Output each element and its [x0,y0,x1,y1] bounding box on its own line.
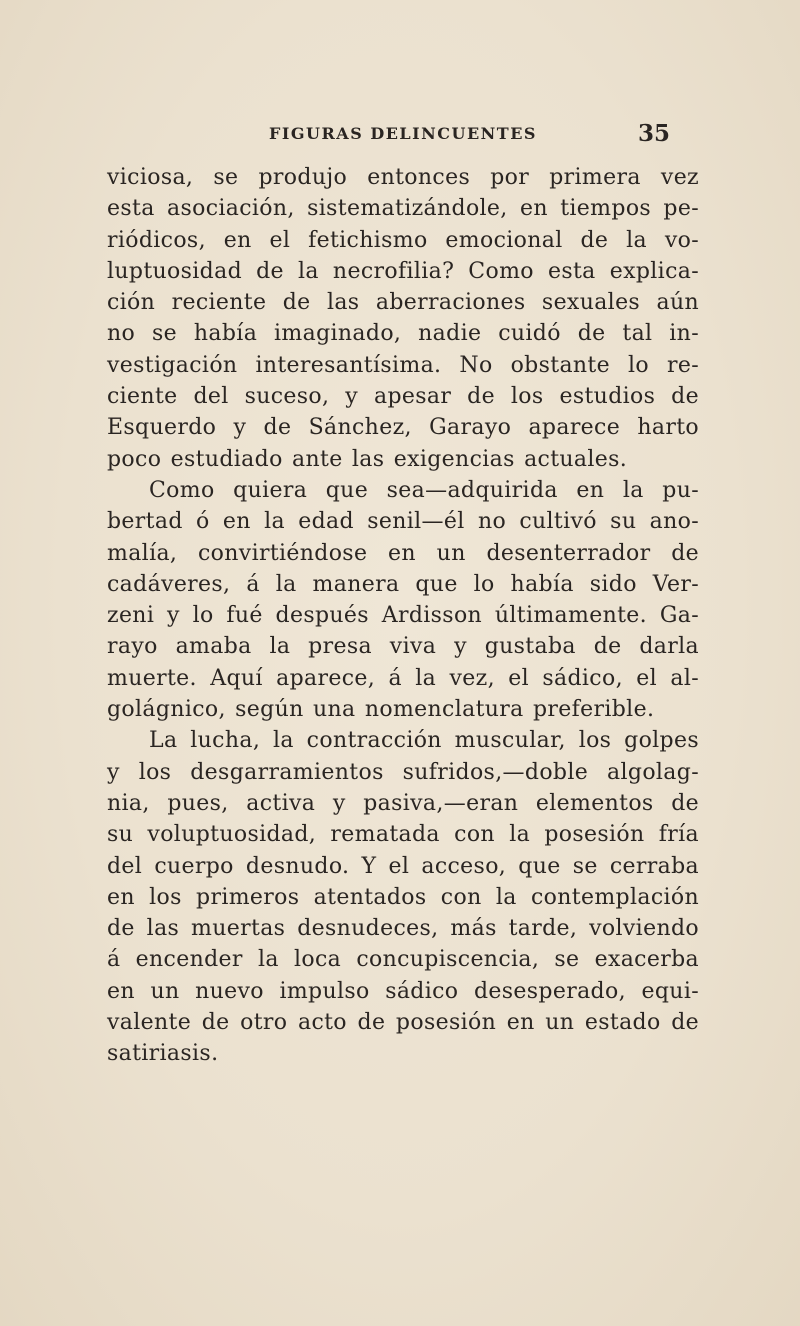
text-line: golágnico, según una nomenclatura preferible. [107,697,655,723]
text-line: valente de otro acto de posesión en un estado de [107,1010,699,1036]
text-line: Esquerdo y de Sánchez, Garayo aparece harto [107,415,699,441]
text-line: poco estudiado ante las exigencias actuales. [107,446,628,472]
text-line: rayo amaba la presa viva y gustaba de darla [107,634,699,660]
text-line: del cuerpo desnudo. Y el acceso, que se cerraba [107,853,699,879]
body-text [107,162,699,1070]
text-line: viciosa, se produjo entonces por primera vez [107,165,699,190]
text-line: bertad ó en la edad senil—él no cultivó su ano- [107,509,699,535]
text-line: riódicos, en el fetichismo emocional de la vo- [107,227,699,253]
text-line: su voluptuosidad, rematada con la posesión fría [107,822,699,848]
text-line: malía, convirtiéndose en un desenterrador de [107,540,699,566]
text-line: vestigación interesantísima. No obstante lo re- [107,352,699,378]
text-line: á encender la loca concupiscencia, se exacerba [107,947,699,973]
text-line: en los primeros atentados con la contemplación [107,884,699,910]
page-header [108,120,698,150]
text-line: ciente del suceso, y apesar de los estudios de [107,384,699,410]
text-line: luptuosidad de la necrofilia? Como esta explica- [107,258,699,284]
text-line: ción reciente de las aberraciones sexuales aún [107,290,699,316]
text-line: no se había imaginado, nadie cuidó de tal in- [107,321,699,347]
text-line: zeni y lo fué después Ardisson últimamente. Ga- [107,603,699,629]
running-title: FIGURAS DELINCUENTES [269,124,537,143]
text-line: muerte. Aquí aparece, á la vez, el sádico, el al- [107,665,699,691]
text-line: de las muertas desnudeces, más tarde, volviendo [107,916,699,942]
text-line: cadáveres, á la manera que lo había sido Ver- [107,571,699,597]
text-line: esta asociación, sistematizándole, en tiempos pe- [107,196,699,222]
text-line: en un nuevo impulso sádico desesperado, equi- [107,978,699,1004]
text-line: La lucha, la contracción muscular, los golpes [149,728,699,754]
text-line: Como quiera que sea—adquirida en la pu- [149,477,699,503]
page-number: 35 [637,120,670,147]
text-line: nia, pues, activa y pasiva,—eran elementos de [107,790,699,816]
text-line: satiriasis. [107,1041,219,1067]
text-line: y los desgarramientos sufridos,—doble algolag- [107,759,699,785]
